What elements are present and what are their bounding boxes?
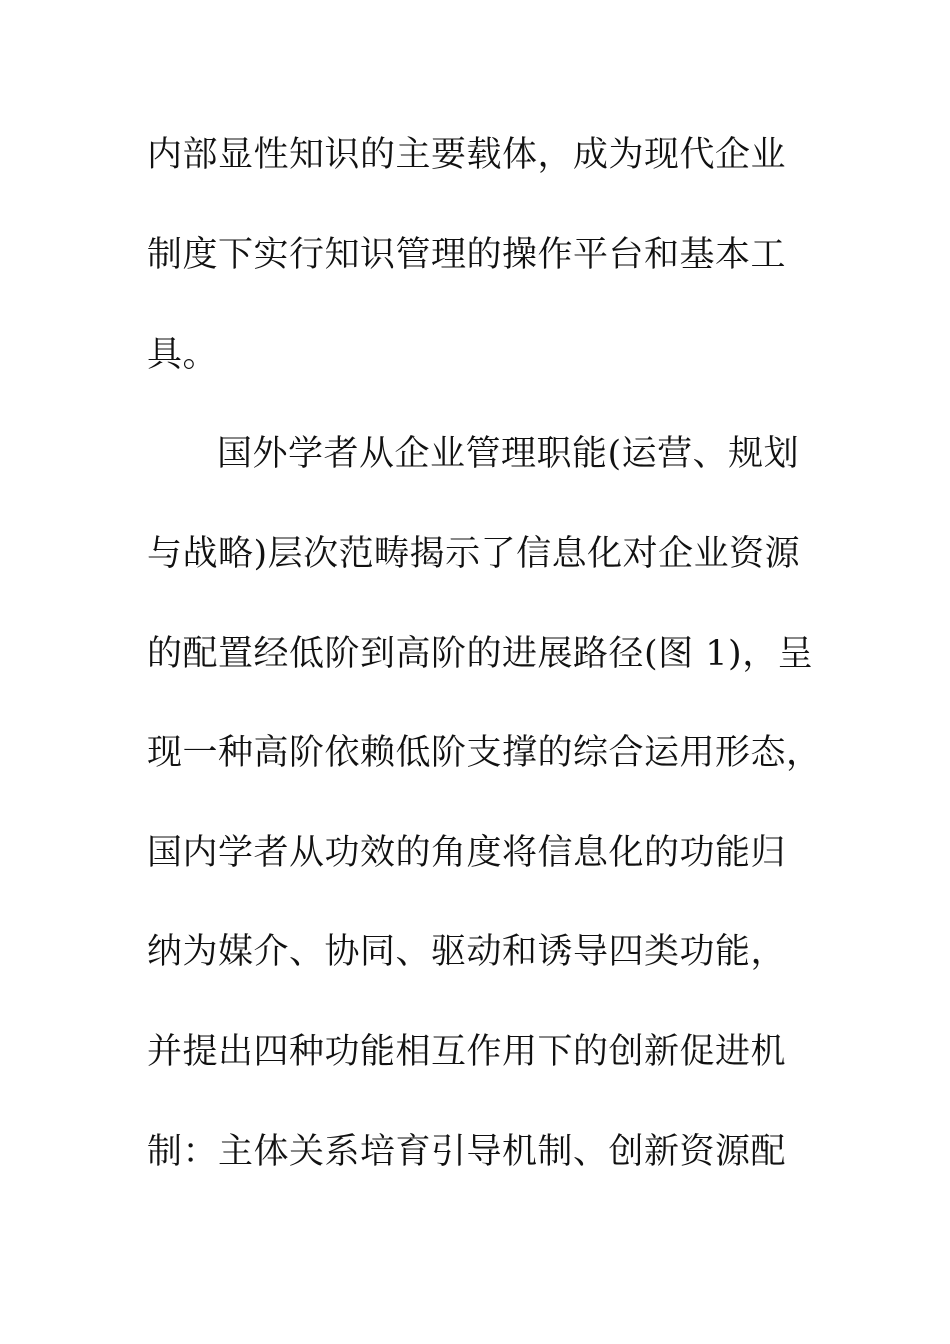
text-line: 并提出四种功能相互作用下的创新促进机 (147, 1032, 787, 1072)
text-line: 现一种高阶依赖低阶支撑的综合运用形态， (147, 733, 822, 773)
text-line: 制度下实行知识管理的操作平台和基本工 (147, 235, 787, 275)
text-line: 与战略)层次范畴揭示了信息化对企业资源 (147, 534, 801, 574)
text-line: 制：主体关系培育引导机制、创新资源配 (147, 1132, 787, 1172)
paragraph-first-line: 国外学者从企业管理职能(运营、规划 (217, 434, 800, 474)
text-line: 国内学者从功效的角度将信息化的功能归 (147, 833, 787, 873)
text-line: 具。 (147, 335, 219, 375)
text-line: 纳为媒介、协同、驱动和诱导四类功能， (147, 932, 787, 972)
text-line: 内部显性知识的主要载体，成为现代企业 (147, 135, 787, 175)
text-line: 的配置经低阶到高阶的进展路径(图 1)，呈 (147, 634, 814, 674)
